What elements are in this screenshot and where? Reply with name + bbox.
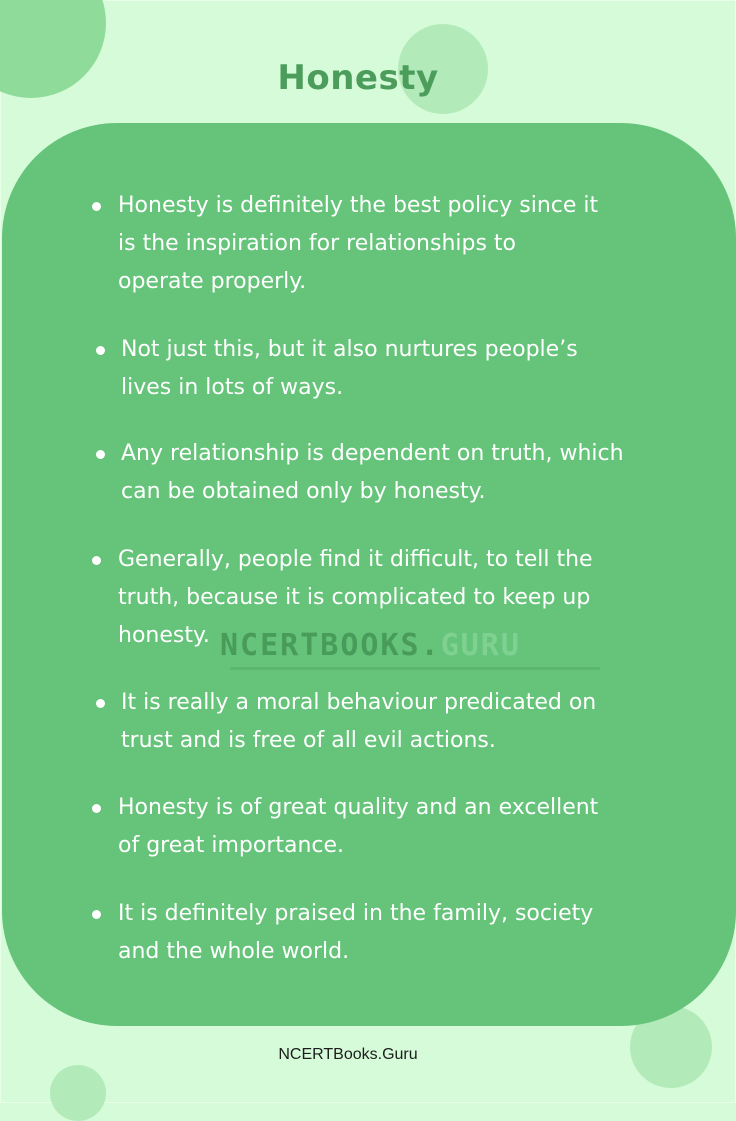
- list-item-text: Any relationship is dependent on truth, which can be obtained only by honesty.: [121, 441, 624, 504]
- bullet-icon: [96, 346, 105, 355]
- bullet-icon: [92, 202, 101, 211]
- list-item-text: It is really a moral behaviour predicated on trust and is free of all evil actions.: [121, 690, 597, 753]
- bullet-icon: [92, 804, 101, 813]
- footer-site-name: NCERTBooks.Guru: [278, 1046, 418, 1063]
- bullet-icon: [92, 556, 101, 565]
- watermark-underline: [230, 667, 600, 670]
- watermark-suffix: GURU: [440, 628, 521, 663]
- list-item-text: Not just this, but it also nurtures people’s lives in lots of ways.: [121, 337, 578, 400]
- bullet-icon: [96, 699, 105, 708]
- list-item-text: Honesty is of great quality and an excellent of great importance.: [118, 795, 599, 858]
- list-item-text: Honesty is definitely the best policy since it is the inspiration for relationships to operate properly.: [118, 193, 599, 294]
- page-title: Honesty: [277, 58, 439, 98]
- decorative-circle: [50, 1065, 106, 1121]
- bullet-icon: [96, 450, 105, 459]
- list-item-text: It is definitely praised in the family, society and the whole world.: [118, 901, 594, 964]
- watermark: [220, 628, 521, 663]
- bullet-icon: [92, 910, 101, 919]
- list-item-text: Generally, people find it difficult, to tell the truth, because it is complicated to keep up honesty.: [118, 547, 593, 648]
- watermark-brand: NCERTBOOKS.: [220, 628, 441, 663]
